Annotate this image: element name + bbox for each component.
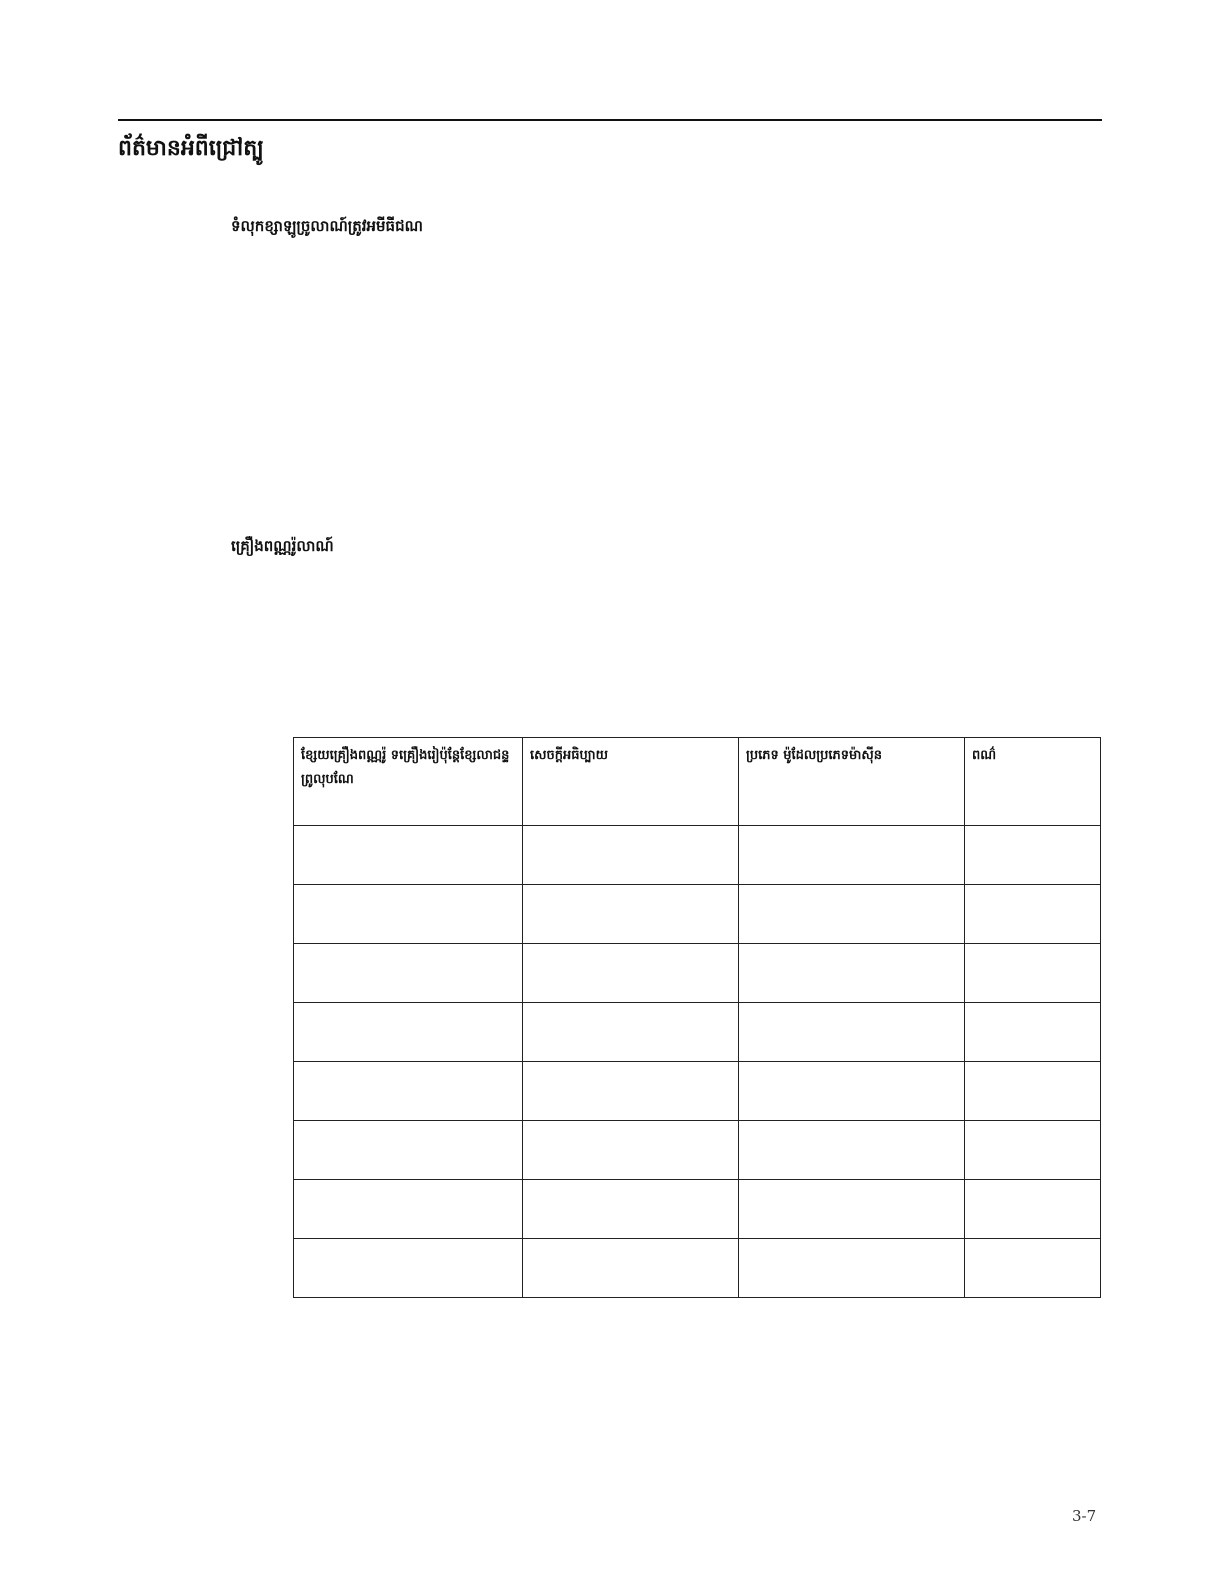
page-number: 3-7 bbox=[1072, 1507, 1097, 1525]
table-cell bbox=[739, 1062, 965, 1121]
column-header-1: ខ្សែយគ្រឿងពណ្ណរ៉ូ ទគ្រឿងរៀប៉ុន្តែខ្សែលាជន្ទព្រូលុបណែ bbox=[294, 738, 523, 826]
table-cell bbox=[965, 826, 1101, 885]
table-cell bbox=[739, 826, 965, 885]
column-header-4: ពណ៌ bbox=[965, 738, 1101, 826]
table-cell bbox=[739, 1239, 965, 1298]
table-cell bbox=[294, 944, 523, 1003]
table-cell bbox=[739, 944, 965, 1003]
table-cell bbox=[739, 1121, 965, 1180]
table-cell bbox=[965, 1003, 1101, 1062]
table-row bbox=[294, 885, 1101, 944]
table-cell bbox=[739, 885, 965, 944]
section-title-2: គ្រឿងពណ្ណរ៉ូលាណ៍ bbox=[231, 537, 334, 555]
table-cell bbox=[523, 944, 739, 1003]
table-cell bbox=[965, 944, 1101, 1003]
column-header-3: ប្រភេទ ម៉ូដែលប្រភេទម៉ាស៊ីន bbox=[739, 738, 965, 826]
table-row bbox=[294, 826, 1101, 885]
table-cell bbox=[523, 1180, 739, 1239]
table-row bbox=[294, 1180, 1101, 1239]
table-cell bbox=[523, 1003, 739, 1062]
table-cell bbox=[523, 1062, 739, 1121]
table-cell bbox=[523, 885, 739, 944]
table-row bbox=[294, 1239, 1101, 1298]
table-cell bbox=[294, 1062, 523, 1121]
table-cell bbox=[523, 1121, 739, 1180]
section-title-1: ទំលុកខ្សាឡូច្រូលាណ៍ត្រូវអមីធីជណ bbox=[231, 217, 423, 235]
table-cell bbox=[523, 826, 739, 885]
table-row bbox=[294, 944, 1101, 1003]
table-cell bbox=[739, 1003, 965, 1062]
table-row bbox=[294, 1062, 1101, 1121]
table-row bbox=[294, 1121, 1101, 1180]
table-cell bbox=[294, 1121, 523, 1180]
table-header-row bbox=[294, 738, 1101, 826]
table-row bbox=[294, 1003, 1101, 1062]
top-rule bbox=[118, 119, 1102, 121]
table-cell bbox=[965, 1121, 1101, 1180]
table-cell bbox=[523, 1239, 739, 1298]
column-header-2: សេចក្តីអធិប្បាយ bbox=[523, 738, 739, 826]
parts-table bbox=[293, 737, 1101, 1298]
table-cell bbox=[965, 1180, 1101, 1239]
page-heading: ព័ត៌មានអំពីជ្រៅត្បូ bbox=[118, 136, 264, 161]
table-cell bbox=[965, 1062, 1101, 1121]
table-cell bbox=[739, 1180, 965, 1239]
table-cell bbox=[965, 885, 1101, 944]
table-cell bbox=[294, 1180, 523, 1239]
table-cell bbox=[965, 1239, 1101, 1298]
table-cell bbox=[294, 1239, 523, 1298]
table-cell bbox=[294, 1003, 523, 1062]
table-cell bbox=[294, 885, 523, 944]
table-cell bbox=[294, 826, 523, 885]
